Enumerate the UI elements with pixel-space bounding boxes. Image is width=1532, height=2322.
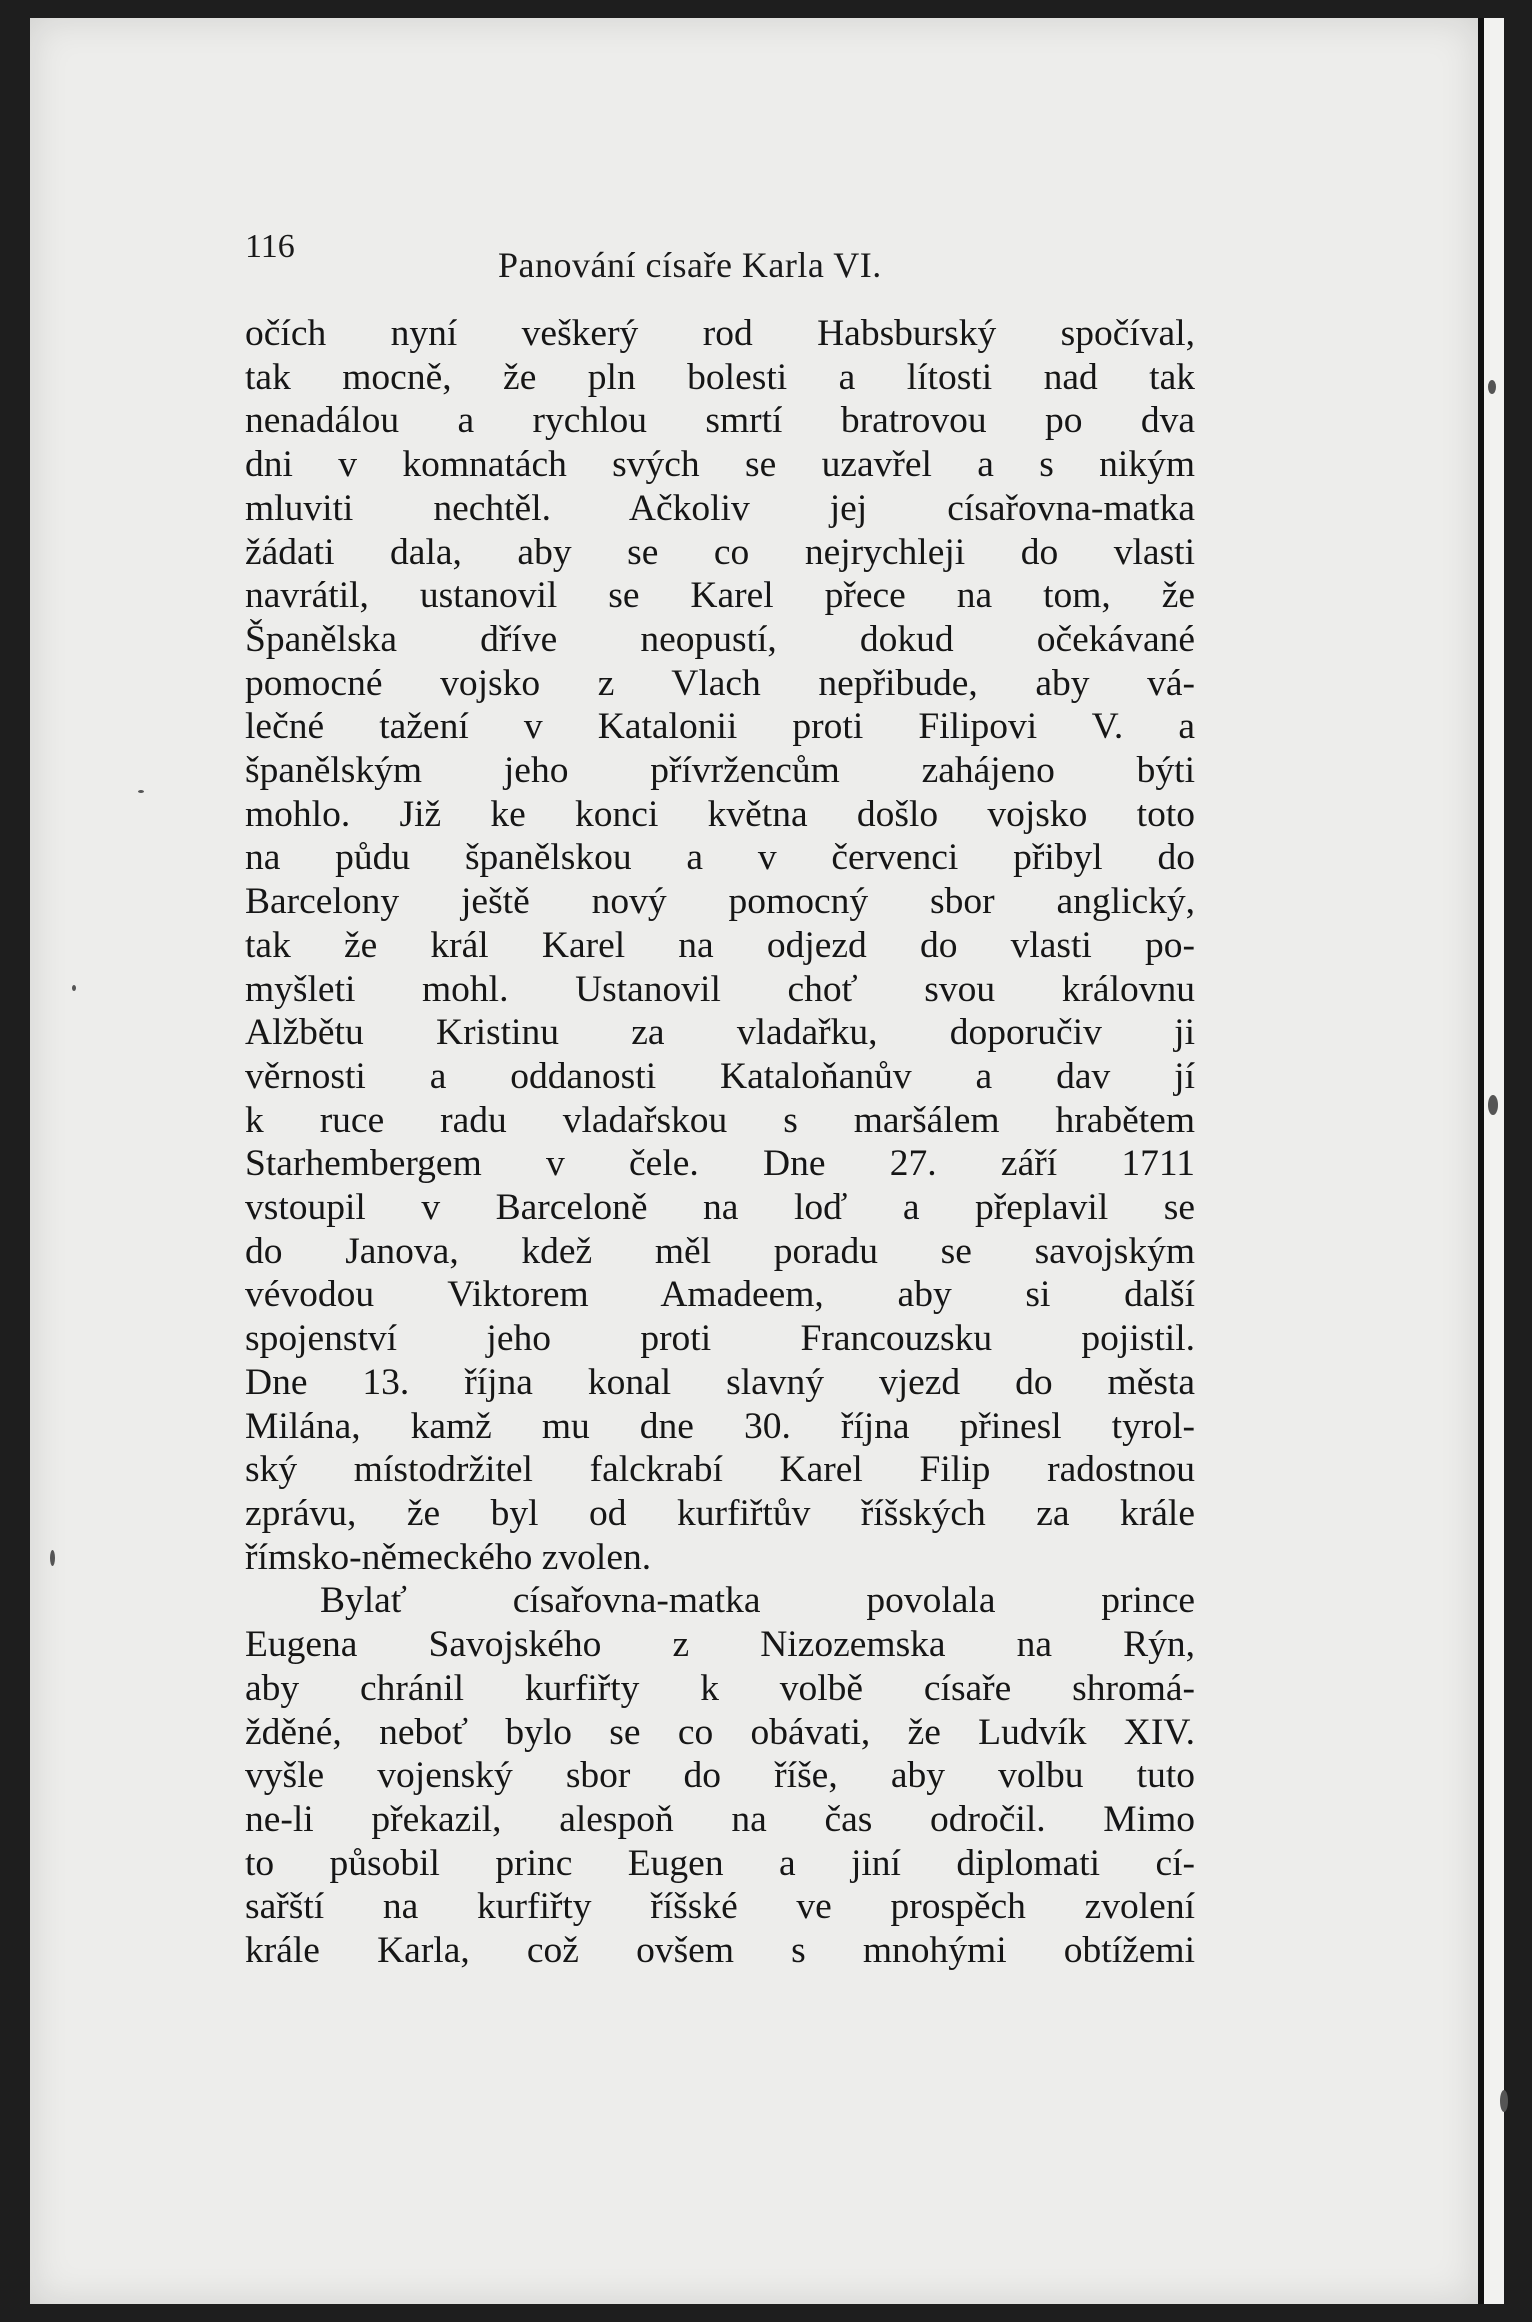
- text-line: navrátil, ustanovil se Karel přece na tom, že: [245, 575, 1195, 617]
- text-line: vévodou Viktorem Amadeem, aby si další: [245, 1274, 1195, 1316]
- text-line: Barcelony ještě nový pomocný sbor anglický,: [245, 881, 1195, 923]
- text-line: aby chránil kurfiřty k volbě císaře shromá-: [245, 1667, 1195, 1709]
- text-line: Starhembergem v čele. Dne 27. září 1711: [245, 1143, 1195, 1185]
- text-line: Bylať císařovna-matka povolala prince: [320, 1580, 1195, 1622]
- running-title: Panování císaře Karla VI.: [498, 245, 882, 285]
- text-line: žděné, neboť bylo se co obávati, že Ludvík XIV.: [245, 1711, 1195, 1753]
- scan-speck: [72, 985, 76, 991]
- text-line: tak že král Karel na odjezd do vlasti po-: [245, 924, 1195, 966]
- text-line: do Janova, kdež měl poradu se savojským: [245, 1230, 1195, 1272]
- text-line: mluviti nechtěl. Ačkoliv jej císařovna-matka: [245, 487, 1195, 529]
- text-line: Eugena Savojského z Nizozemska na Rýn,: [245, 1624, 1195, 1666]
- scan-speck: [1500, 2090, 1508, 2112]
- text-line: žádati dala, aby se co nejrychleji do vlasti: [245, 531, 1195, 573]
- scan-speck: [1488, 1095, 1498, 1115]
- text-line: Dne 13. října konal slavný vjezd do města: [245, 1361, 1195, 1403]
- scan-speck: [1488, 380, 1496, 394]
- text-line: zprávu, že byl od kurfiřtův říšských za krále: [245, 1492, 1195, 1534]
- text-line: sařští na kurfiřty říšské ve prospěch zvolení: [245, 1886, 1195, 1928]
- text-line: mohlo. Již ke konci května došlo vojsko toto: [245, 793, 1195, 835]
- text-line: vstoupil v Barceloně na loď a přeplavil se: [245, 1187, 1195, 1229]
- text-line: nenadálou a rychlou smrtí bratrovou po dva: [245, 400, 1195, 442]
- text-line: lečné tažení v Katalonii proti Filipovi V. a: [245, 706, 1195, 748]
- page-number: 116: [245, 228, 295, 265]
- text-line: Milána, kamž mu dne 30. října přinesl tyrol-: [245, 1405, 1195, 1447]
- text-line: pomocné vojsko z Vlach nepřibude, aby vá-: [245, 662, 1195, 704]
- text-line: to působil princ Eugen a jiní diplomati cí-: [245, 1842, 1195, 1884]
- text-line: dni v komnatách svých se uzavřel a s nikým: [245, 444, 1195, 486]
- body-text: [245, 312, 1195, 1973]
- text-line: na půdu španělskou a v červenci přibyl do: [245, 837, 1195, 879]
- text-line: tak mocně, že pln bolesti a lítosti nad tak: [245, 356, 1195, 398]
- page-edge: [1478, 18, 1504, 2304]
- text-line: myšleti mohl. Ustanovil choť svou královnu: [245, 968, 1195, 1010]
- text-line: ský místodržitel falckrabí Karel Filip radostnou: [245, 1449, 1195, 1491]
- scan-speck: [138, 790, 144, 793]
- text-line: věrnosti a oddanosti Kataloňanův a dav jí: [245, 1055, 1195, 1097]
- text-line: vyšle vojenský sbor do říše, aby volbu tuto: [245, 1755, 1195, 1797]
- text-line: očích nyní veškerý rod Habsburský spočíval,: [245, 313, 1195, 354]
- text-line: římsko-německého zvolen.: [245, 1536, 652, 1578]
- text-line: krále Karla, což ovšem s mnohými obtížemi: [245, 1930, 1195, 1972]
- text-line: ne-li překazil, alespoň na čas odročil. Mimo: [245, 1798, 1195, 1840]
- text-line: Španělska dříve neopustí, dokud očekávané: [245, 618, 1195, 660]
- text-line: Alžbětu Kristinu za vladařku, doporučiv ji: [245, 1012, 1195, 1054]
- text-line: španělským jeho přívržencům zahájeno býti: [245, 750, 1195, 792]
- text-line: spojenství jeho proti Francouzsku pojistil.: [245, 1318, 1195, 1360]
- scan-speck: [50, 1550, 55, 1566]
- text-line: k ruce radu vladařskou s maršálem hrabětem: [245, 1099, 1195, 1141]
